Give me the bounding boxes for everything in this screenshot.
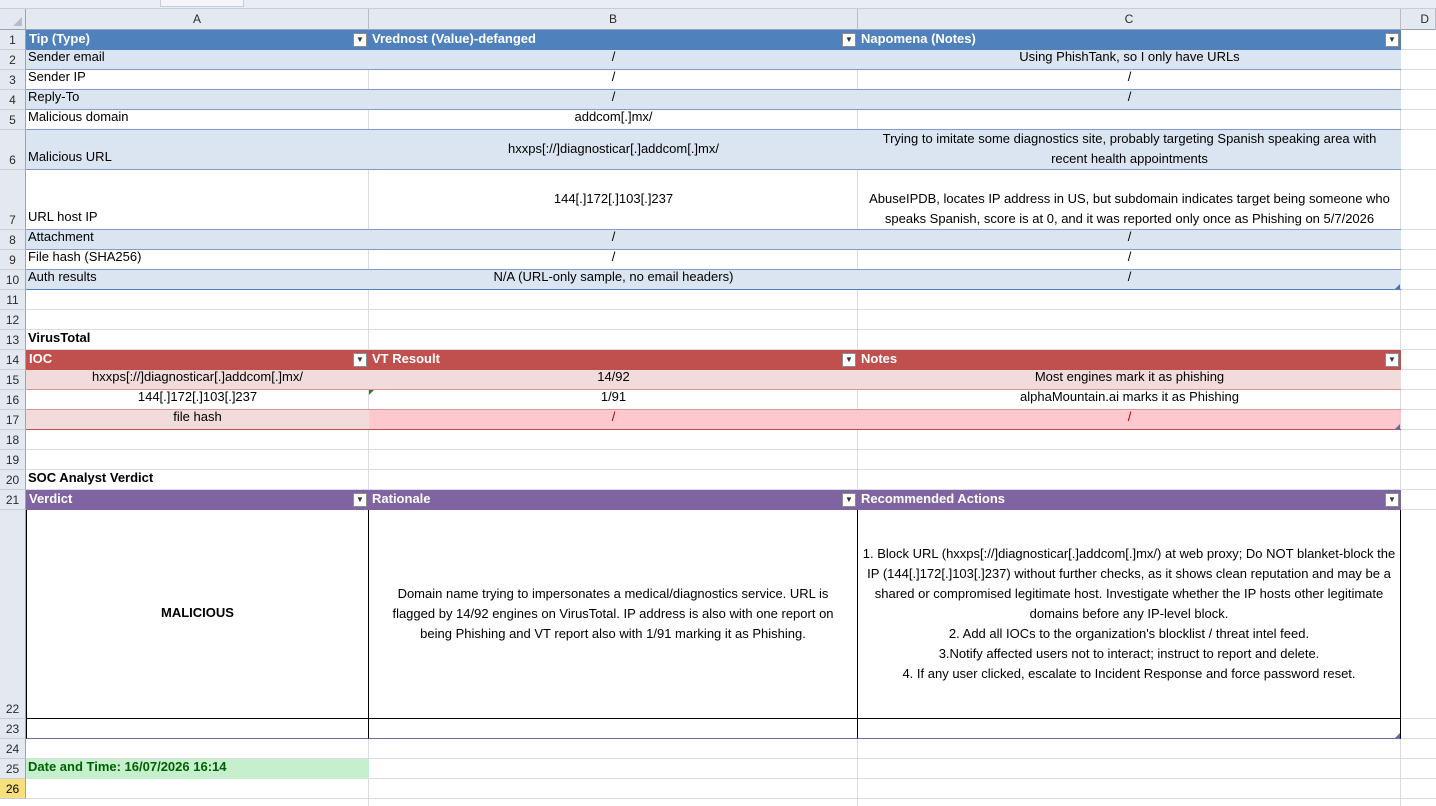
ioc-notes-cell[interactable]: / [858,230,1401,250]
row-header[interactable]: 4 [0,90,26,110]
vt-header-ioc-label: IOC [29,351,53,366]
verdict-empty-cell[interactable] [858,719,1401,739]
ioc-type-cell[interactable]: Attachment [26,230,369,250]
row-header[interactable]: 23 [0,719,26,739]
filter-dropdown-icon[interactable]: ▼ [1385,353,1399,367]
verdict-header-actions[interactable] [858,490,1401,510]
table-resize-handle-icon[interactable] [1395,424,1400,429]
filter-dropdown-icon[interactable]: ▼ [842,33,856,47]
filter-dropdown-icon[interactable]: ▼ [842,353,856,367]
row-header[interactable]: 8 [0,230,26,250]
verdict-header-actions-label: Recommended Actions [861,491,1005,506]
ioc-notes-cell[interactable]: / [858,70,1401,90]
row-header[interactable]: 5 [0,110,26,130]
ioc-type-cell[interactable]: Sender IP [26,70,369,90]
row-header[interactable]: 9 [0,250,26,270]
row-header[interactable]: 6 [0,130,26,170]
ioc-type-cell[interactable]: Malicious domain [26,110,369,130]
row-header[interactable]: 16 [0,390,26,410]
ioc-notes-cell[interactable] [858,110,1401,130]
vt-header-notes[interactable] [858,350,1401,370]
verdict-empty-cell[interactable] [369,719,858,739]
ioc-type-cell[interactable]: Auth results [26,270,369,290]
filter-dropdown-icon[interactable]: ▼ [353,353,367,367]
row-header[interactable]: 19 [0,450,26,470]
sheet-top-strip [0,0,1436,9]
grid-line [26,309,1436,310]
ioc-type-cell[interactable]: Malicious URL [26,130,369,170]
ioc-type-cell[interactable]: URL host IP [26,170,369,230]
vt-ioc-cell[interactable]: 144[.]172[.]103[.]237 [26,390,369,410]
grid-line [26,798,1436,799]
vt-notes-cell[interactable]: alphaMountain.ai marks it as Phishing [858,390,1401,410]
ioc-value-cell[interactable]: / [369,230,858,250]
column-header-d[interactable]: D [1401,9,1436,30]
verdict-value-cell[interactable]: MALICIOUS [26,510,369,719]
ioc-header-type-label: Tip (Type) [29,31,90,46]
timestamp-cell[interactable]: Date and Time: 16/07/2026 16:14 [26,759,369,779]
vt-ioc-cell[interactable]: file hash [26,410,369,430]
ioc-header-notes[interactable] [858,30,1401,50]
row-header[interactable]: 15 [0,370,26,390]
verdict-title: SOC Analyst Verdict [28,470,154,485]
vt-notes-cell[interactable]: Most engines mark it as phishing [858,370,1401,390]
vt-header-result[interactable] [369,350,858,370]
verdict-header-verdict-label: Verdict [29,491,73,506]
ioc-value-cell[interactable]: hxxps[://]diagnosticar[.]addcom[.]mx/ [369,130,858,170]
filter-dropdown-icon[interactable]: ▼ [1385,493,1399,507]
ioc-notes-cell[interactable]: Using PhishTank, so I only have URLs [858,50,1401,70]
vt-header-result-label: VT Resoult [372,351,440,366]
verdict-header-rationale[interactable] [369,490,858,510]
column-header-a[interactable]: A [26,9,369,30]
action-item: 4. If any user clicked, escalate to Incident Response and force password reset. [902,666,1356,681]
ioc-notes-cell[interactable] [858,170,1401,230]
vt-ioc-cell[interactable]: hxxps[://]diagnosticar[.]addcom[.]mx/ [26,370,369,390]
verdict-header-verdict[interactable] [26,490,369,510]
filter-dropdown-icon[interactable]: ▼ [353,493,367,507]
ioc-type-cell[interactable]: Reply-To [26,90,369,110]
row-header[interactable]: 22 [0,510,26,719]
column-header-c[interactable]: C [858,9,1401,30]
vt-header-ioc[interactable] [26,350,369,370]
row-header[interactable]: 11 [0,290,26,310]
verdict-rationale-text: Domain name trying to impersonates a medical/diagnostics service. URL is flagged by 14/92 engines on VirusTotal. IP address is also with one report on being Phishing and VT report also with 1/91 marking it as Phishing. [392,586,834,641]
ioc-header-type[interactable] [26,30,369,50]
action-item: 3.Notify affected users not to interact; instruct to report and delete. [938,646,1320,661]
vt-header-notes-label: Notes [861,351,898,366]
table-resize-handle-icon[interactable] [1395,733,1400,738]
vt-result-cell[interactable]: / [369,410,858,430]
ioc-value-cell[interactable]: / [369,50,858,70]
ioc-notes-cell[interactable]: / [858,250,1401,270]
ioc-value-cell[interactable]: 144[.]172[.]103[.]237 [369,170,858,230]
row-header[interactable]: 2 [0,50,26,70]
ioc-value-cell[interactable]: / [369,250,858,270]
filter-dropdown-icon[interactable]: ▼ [842,493,856,507]
row-header[interactable]: 25 [0,759,26,779]
row-header[interactable]: 14 [0,350,26,370]
row-header[interactable]: 7 [0,170,26,230]
row-header[interactable]: 12 [0,310,26,330]
row-header[interactable]: 20 [0,470,26,490]
virustotal-title: VirusTotal [28,330,91,345]
vt-result-cell[interactable]: 14/92 [369,370,858,390]
tab-stub [160,0,244,7]
row-header[interactable]: 10 [0,270,26,290]
ioc-value-cell[interactable]: N/A (URL-only sample, no email headers) [369,270,858,290]
ioc-header-value-label: Vrednost (Value)-defanged [372,31,536,46]
ioc-value-cell[interactable]: / [369,70,858,90]
verdict-empty-cell[interactable] [26,719,369,739]
row-header[interactable]: 26 [0,779,26,799]
select-all-button[interactable] [0,9,26,30]
row-header[interactable]: 3 [0,70,26,90]
ioc-notes-text: AbuseIPDB, locates IP address in US, but subdomain indicates target being someone who speaks Spanish, score is at 0, and it was reported only once as Phishing on 5/7/2026 [869,191,1390,226]
column-header-b[interactable]: B [369,9,858,30]
verdict-header-rationale-label: Rationale [372,491,431,506]
verdict-actions-cell[interactable] [858,510,1401,719]
filter-dropdown-icon[interactable]: ▼ [353,33,367,47]
row-header[interactable]: 1 [0,30,26,50]
ioc-value-cell[interactable]: addcom[.]mx/ [369,110,858,130]
ioc-notes-cell[interactable] [858,130,1401,170]
ioc-notes-cell[interactable]: / [858,270,1401,290]
verdict-actions-list [860,544,1398,684]
row-header[interactable]: 24 [0,739,26,759]
row-header[interactable]: 21 [0,490,26,510]
vt-notes-cell[interactable]: / [858,410,1401,430]
ioc-header-value[interactable] [369,30,858,50]
row-header[interactable]: 13 [0,330,26,350]
ioc-header-notes-label: Napomena (Notes) [861,31,976,46]
row-header[interactable]: 18 [0,430,26,450]
filter-dropdown-icon[interactable]: ▼ [1385,33,1399,47]
row-header[interactable]: 17 [0,410,26,430]
ioc-value-cell[interactable]: / [369,90,858,110]
vt-result-cell[interactable]: 1/91 [369,390,858,410]
ioc-type-cell[interactable]: Sender email [26,50,369,70]
grid-line [26,449,1436,450]
ioc-notes-text: Trying to imitate some diagnostics site, probably targeting Spanish speaking area with recent health appointments [882,131,1377,166]
ioc-type-cell[interactable]: File hash (SHA256) [26,250,369,270]
action-item: 1. Block URL (hxxps[://]diagnosticar[.]addcom[.]mx/) at web proxy; Do NOT blanket-block the IP (144[.]172[.]103[.]237) without further checks, as it shows clean reputation and may be a shared or compromised legitimate host. Investigate whether the IP hosts other legitimate domains before any IP-level block. [862,546,1396,621]
table-resize-handle-icon[interactable] [1395,284,1400,289]
verdict-rationale-cell[interactable] [369,510,858,719]
action-item: 2. Add all IOCs to the organization's blocklist / threat intel feed. [948,626,1310,641]
ioc-notes-cell[interactable]: / [858,90,1401,110]
